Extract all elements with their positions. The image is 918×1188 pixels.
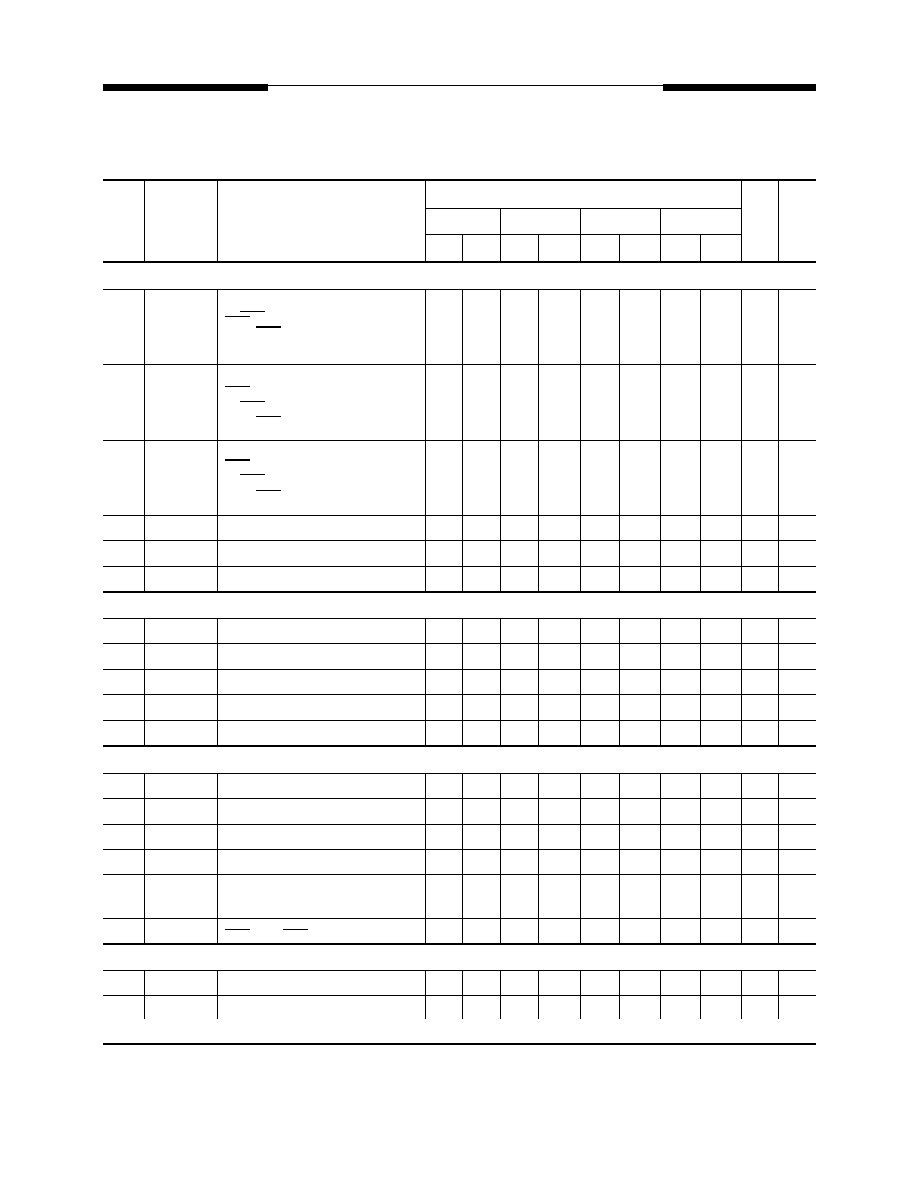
signal-overbar [225,459,250,461]
cell-divider [580,798,581,824]
cell-divider [462,643,463,669]
row-rule [103,515,816,516]
cell-divider [538,643,539,669]
signal-overbar [225,929,250,930]
cell-divider [500,440,501,515]
section-rule [103,289,816,290]
cell-divider [700,798,701,824]
cell-divider [217,798,218,824]
cell-divider [619,824,620,849]
col-divider [144,181,145,262]
cell-divider [619,364,620,440]
cell-divider [462,364,463,440]
cell-divider [660,918,661,943]
cell-divider [778,918,779,943]
signal-overbar [240,311,265,312]
cell-divider [425,720,426,745]
cell-divider [462,694,463,720]
signal-overbar [225,316,250,317]
cell-divider [660,694,661,720]
cell-divider [462,289,463,364]
row-rule [103,874,816,875]
cell-divider [660,970,661,995]
cell-divider [462,995,463,1019]
cell-divider [619,440,620,515]
cell-divider [778,566,779,591]
cell-divider [425,566,426,591]
cell-divider [778,874,779,918]
cell-divider [217,995,218,1019]
spec-table [103,179,816,1045]
cell-divider [500,918,501,943]
cell-divider [580,289,581,364]
cell-divider [660,995,661,1019]
cell-divider [217,364,218,440]
cell-divider [741,918,742,943]
cell-divider [144,970,145,995]
cell-divider [538,773,539,798]
cell-divider [660,440,661,515]
cell-divider [660,798,661,824]
cell-divider [500,773,501,798]
cell-divider [619,849,620,874]
cell-divider [538,540,539,566]
cell-divider [700,515,701,540]
cell-divider [500,364,501,440]
section-rule [103,618,816,619]
cell-divider [741,566,742,591]
row-rule [103,540,816,541]
row-rule [103,440,816,441]
cell-divider [538,440,539,515]
cell-divider [778,798,779,824]
cell-divider [778,849,779,874]
cell-divider [619,773,620,798]
cell-divider [144,773,145,798]
cell-divider [778,970,779,995]
row-rule [103,694,816,695]
cell-divider [425,918,426,943]
cell-divider [700,849,701,874]
cell-divider [500,618,501,643]
cell-divider [217,566,218,591]
cell-divider [425,874,426,918]
cell-divider [580,515,581,540]
cell-divider [217,874,218,918]
cell-divider [778,995,779,1019]
cell-divider [741,970,742,995]
row-rule [103,669,816,670]
cell-divider [660,566,661,591]
cell-divider [580,773,581,798]
cell-divider [619,995,620,1019]
cell-divider [700,364,701,440]
cell-divider [619,618,620,643]
cell-divider [580,618,581,643]
cell-divider [217,918,218,943]
cell-divider [741,515,742,540]
cell-divider [741,798,742,824]
cell-divider [700,694,701,720]
cell-divider [741,824,742,849]
cell-divider [580,669,581,694]
cell-divider [144,643,145,669]
cell-divider [425,364,426,440]
cell-divider [700,720,701,745]
cell-divider [425,669,426,694]
cell-divider [538,720,539,745]
row-rule [103,849,816,850]
cell-divider [217,289,218,364]
cell-divider [462,849,463,874]
cell-divider [741,643,742,669]
cell-divider [462,540,463,566]
cell-divider [462,874,463,918]
cell-divider [500,694,501,720]
cell-divider [619,289,620,364]
signal-overbar [256,490,281,491]
cell-divider [500,849,501,874]
cell-divider [580,970,581,995]
cell-divider [500,540,501,566]
header-bar-left [103,84,268,91]
cell-divider [580,995,581,1019]
col-divider [778,181,779,262]
cell-divider [217,849,218,874]
cell-divider [144,824,145,849]
cell-divider [500,970,501,995]
cell-divider [538,874,539,918]
cell-divider [700,540,701,566]
cell-divider [462,515,463,540]
cell-divider [425,798,426,824]
cell-divider [425,970,426,995]
cell-divider [144,918,145,943]
cell-divider [144,720,145,745]
row-rule [103,798,816,799]
col-divider [741,181,742,262]
cell-divider [538,849,539,874]
cell-divider [741,995,742,1019]
signal-overbar [256,326,281,328]
cell-divider [700,566,701,591]
cell-divider [425,540,426,566]
cell-divider [462,440,463,515]
cell-divider [580,918,581,943]
cell-divider [700,970,701,995]
cell-divider [144,364,145,440]
cell-divider [538,970,539,995]
row-rule [103,995,816,996]
cell-divider [144,995,145,1019]
cell-divider [144,540,145,566]
cell-divider [217,970,218,995]
cell-divider [660,669,661,694]
cell-divider [700,874,701,918]
subcol-divider [462,234,463,262]
cell-divider [217,694,218,720]
cell-divider [660,849,661,874]
cell-divider [144,694,145,720]
cell-divider [741,364,742,440]
row-rule [103,720,816,721]
cell-divider [619,970,620,995]
signal-overbar [240,474,265,475]
cell-divider [741,540,742,566]
cell-divider [462,669,463,694]
cell-divider [217,540,218,566]
cell-divider [500,824,501,849]
cell-divider [660,364,661,440]
cell-divider [660,515,661,540]
cell-divider [217,824,218,849]
row-rule [103,918,816,919]
cell-divider [500,289,501,364]
cell-divider [538,618,539,643]
header-subrule [425,208,741,209]
cell-divider [580,364,581,440]
cell-divider [778,824,779,849]
col-divider [217,181,218,262]
page-header [103,84,816,92]
cell-divider [425,440,426,515]
cell-divider [144,618,145,643]
cell-divider [619,874,620,918]
cell-divider [741,849,742,874]
cell-divider [660,618,661,643]
cell-divider [700,669,701,694]
row-rule [103,745,816,747]
subcol-divider [538,234,539,262]
signal-overbar [283,929,308,930]
cell-divider [619,566,620,591]
cell-divider [778,515,779,540]
cell-divider [538,995,539,1019]
cell-divider [778,643,779,669]
group-divider [660,208,661,262]
cell-divider [462,918,463,943]
cell-divider [425,643,426,669]
cell-divider [700,440,701,515]
cell-divider [144,566,145,591]
cell-divider [619,643,620,669]
cell-divider [500,874,501,918]
group-divider [500,208,501,262]
cell-divider [144,874,145,918]
section-rule [103,773,816,774]
cell-divider [538,694,539,720]
cell-divider [425,849,426,874]
cell-divider [217,669,218,694]
cell-divider [144,798,145,824]
group-divider [580,208,581,262]
cell-divider [580,643,581,669]
cell-divider [217,773,218,798]
row-rule [103,643,816,644]
cell-divider [741,669,742,694]
cell-divider [741,618,742,643]
row-rule [103,566,816,567]
cell-divider [619,720,620,745]
row-rule [103,364,816,365]
cell-divider [700,618,701,643]
cell-divider [425,694,426,720]
cell-divider [660,643,661,669]
cell-divider [778,773,779,798]
cell-divider [217,515,218,540]
cell-divider [700,995,701,1019]
cell-divider [778,669,779,694]
cell-divider [580,720,581,745]
cell-divider [741,773,742,798]
cell-divider [538,515,539,540]
signal-overbar [225,386,250,387]
cell-divider [217,643,218,669]
cell-divider [619,515,620,540]
cell-divider [425,515,426,540]
subcol-divider [619,234,620,262]
row-rule [103,943,816,945]
cell-divider [500,669,501,694]
cell-divider [217,720,218,745]
cell-divider [580,694,581,720]
cell-divider [619,918,620,943]
cell-divider [425,773,426,798]
cell-divider [741,720,742,745]
row-rule [103,591,816,593]
cell-divider [425,289,426,364]
cell-divider [580,824,581,849]
cell-divider [462,566,463,591]
cell-divider [619,798,620,824]
cell-divider [778,440,779,515]
cell-divider [217,618,218,643]
cell-divider [500,720,501,745]
cell-divider [462,824,463,849]
cell-divider [778,289,779,364]
header-bar-right [663,84,816,91]
cell-divider [700,289,701,364]
subcol-divider [700,234,701,262]
cell-divider [660,289,661,364]
cell-divider [741,289,742,364]
cell-divider [538,566,539,591]
header-bottom-rule [103,261,816,263]
cell-divider [500,515,501,540]
cell-divider [144,515,145,540]
cell-divider [538,289,539,364]
cell-divider [700,824,701,849]
cell-divider [700,643,701,669]
cell-divider [500,566,501,591]
col-divider [425,181,426,262]
cell-divider [778,618,779,643]
cell-divider [778,694,779,720]
cell-divider [538,364,539,440]
cell-divider [660,773,661,798]
cell-divider [500,643,501,669]
cell-divider [144,849,145,874]
cell-divider [700,918,701,943]
cell-divider [500,995,501,1019]
cell-divider [778,540,779,566]
cell-divider [425,824,426,849]
cell-divider [144,669,145,694]
cell-divider [538,798,539,824]
cell-divider [538,824,539,849]
cell-divider [462,720,463,745]
cell-divider [144,289,145,364]
cell-divider [741,874,742,918]
cell-divider [144,440,145,515]
section-rule [103,970,816,971]
cell-divider [580,440,581,515]
signal-overbar [240,401,265,402]
cell-divider [425,995,426,1019]
cell-divider [619,694,620,720]
cell-divider [778,720,779,745]
cell-divider [660,824,661,849]
cell-divider [580,566,581,591]
row-rule [103,824,816,825]
cell-divider [462,773,463,798]
cell-divider [741,440,742,515]
cell-divider [500,798,501,824]
cell-divider [700,773,701,798]
cell-divider [778,364,779,440]
signal-overbar [256,416,281,417]
cell-divider [660,540,661,566]
header-subrule [425,234,741,235]
cell-divider [580,874,581,918]
cell-divider [462,798,463,824]
cell-divider [660,874,661,918]
cell-divider [619,669,620,694]
cell-divider [741,694,742,720]
cell-divider [538,669,539,694]
cell-divider [217,440,218,515]
cell-divider [580,540,581,566]
cell-divider [462,970,463,995]
cell-divider [619,540,620,566]
cell-divider [660,720,661,745]
cell-divider [425,618,426,643]
cell-divider [538,918,539,943]
header-rule [268,85,663,86]
cell-divider [580,849,581,874]
cell-divider [462,618,463,643]
